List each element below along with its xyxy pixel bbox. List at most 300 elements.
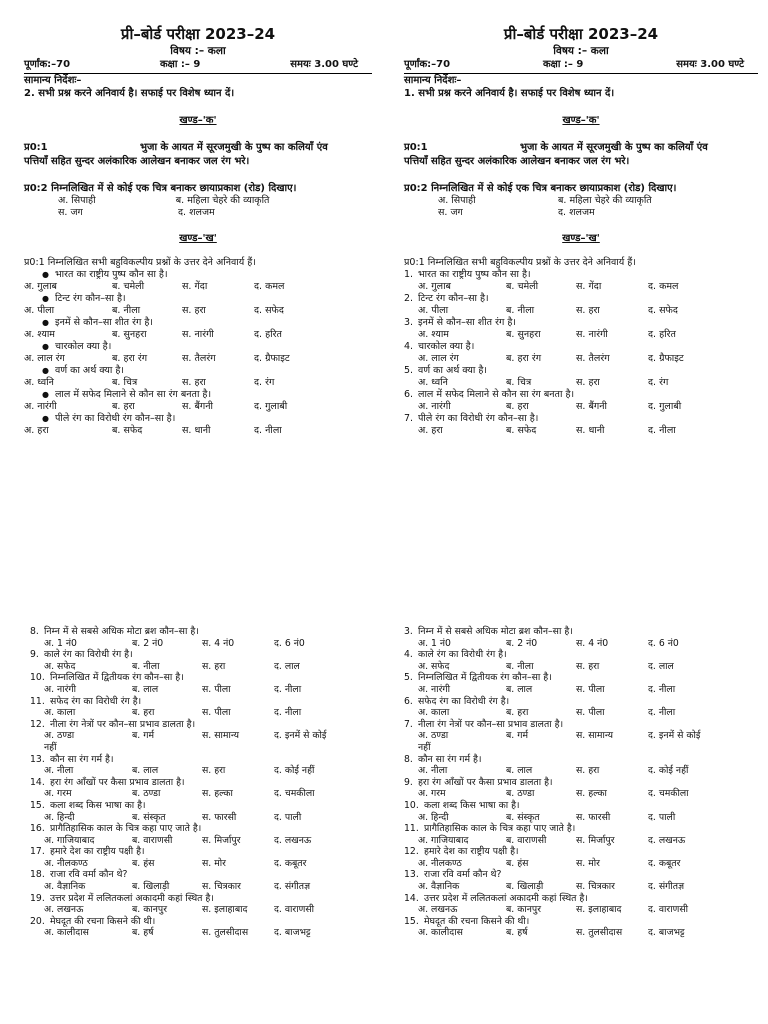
option: द. चमकीला [648, 788, 689, 800]
option: द. कोई नहीं [648, 765, 689, 777]
options-row [404, 638, 758, 650]
option: स. हरा [202, 765, 226, 777]
question-item [30, 916, 372, 928]
option: अ. नीला [418, 765, 448, 777]
option: अ. लाल रंग [418, 353, 459, 364]
option: अ. नारंगी [24, 401, 57, 412]
option: ब. गर्म [132, 730, 155, 742]
question-number: 10. [30, 672, 45, 684]
option: स. पीला [202, 683, 231, 695]
option: स. तैलरंग [182, 353, 216, 364]
question-item [30, 777, 372, 789]
option: ब. हर्ष [132, 927, 154, 939]
option: द. इनमें से कोई [648, 730, 701, 742]
option: स. हल्का [202, 788, 233, 800]
option: ब. कानपुर [132, 904, 168, 916]
question-item [24, 293, 372, 305]
option: ब. ठण्डा [506, 788, 535, 800]
option: अ. सिपाही [438, 195, 476, 206]
options-row [24, 305, 372, 317]
option: स. हरा [576, 765, 600, 777]
option: द. बाजभट्ट [274, 927, 311, 939]
option: अ. गाजियाबाद [418, 834, 469, 846]
option: अ. नीला [44, 765, 74, 777]
options-row [404, 788, 758, 800]
question-item [30, 869, 372, 881]
option: स. इलाहाबाद [202, 904, 248, 916]
question-item [30, 846, 372, 858]
options-row [404, 377, 758, 389]
question-text: इनमें से कौन–सा शीत रंग है। [54, 317, 153, 328]
question-item [404, 893, 758, 905]
question-number: 20. [30, 915, 45, 927]
option: स. जग [438, 207, 463, 218]
option: अ. कालीदास [418, 927, 463, 939]
option: द. नीला [648, 425, 676, 436]
options-row [30, 881, 372, 893]
option: स. हरा [202, 660, 226, 672]
question-number: 2. [404, 293, 414, 304]
option: द. हरित [648, 329, 676, 340]
question-item [24, 413, 372, 425]
option: स. बैंगनी [182, 401, 213, 412]
question-text: उत्तर प्रदेश में ललितकलां अकादमी कहां स्थित है। [424, 892, 588, 904]
option: ब. वाराणसी [506, 834, 547, 846]
general-instructions-heading: सामान्य निर्देशः– [404, 75, 462, 86]
question-number: 8. [30, 626, 39, 637]
question-item [404, 269, 758, 281]
option: ब. हरा [506, 401, 529, 412]
option: ब. लाल [506, 765, 533, 777]
options-row [30, 661, 372, 673]
option: स. फारसी [576, 811, 611, 823]
question-number: 4. [404, 649, 413, 661]
question-number: 12. [30, 718, 45, 730]
question-item [404, 341, 758, 353]
question-number: 11. [404, 823, 419, 835]
option: ब. 2 नं0 [506, 637, 538, 649]
option: द. नीला [274, 683, 302, 695]
option: स. तुलसीदास [576, 927, 623, 939]
question-text: कला शब्द किस भाषा का है। [424, 799, 520, 811]
options-row [30, 927, 372, 939]
question-item [404, 649, 758, 661]
question-number: 6. [404, 695, 413, 707]
question-item [404, 869, 758, 881]
question-text: वर्ण का अर्थ क्या है। [54, 365, 124, 376]
option: स. पीला [576, 683, 605, 695]
option: ब. खिलाड़ी [506, 881, 544, 893]
option: ब. संस्कृत [132, 811, 166, 823]
option: द. 6 नं0 [274, 637, 305, 649]
option: द. इनमें से कोई [274, 730, 327, 742]
option: द. ग्रैफाइट [648, 353, 684, 364]
option: द. पाली [648, 811, 676, 823]
option: द. लखनऊ [648, 834, 686, 846]
exam-subject: विषय :– कला [170, 45, 226, 57]
option: द. रंग [648, 377, 669, 388]
question-number: 18. [30, 869, 45, 881]
mcq-list [24, 269, 372, 437]
question-number: 14. [404, 892, 419, 904]
option: ब. लाल [132, 765, 159, 777]
question-text: चारकोल क्या है। [54, 341, 112, 352]
question-text: चारकोल क्या है। [418, 341, 475, 352]
question-2-options-row-1 [404, 195, 758, 207]
options-row [30, 730, 372, 742]
question-2-options-row-1 [24, 195, 372, 207]
question-item [30, 754, 372, 766]
question-item [404, 823, 758, 835]
option: द. लाल [648, 660, 674, 672]
question-label: प्र0:1 [404, 142, 428, 153]
options-row [404, 927, 758, 939]
question-number: 7. [404, 413, 414, 424]
option: ब. हरा रंग [506, 353, 542, 364]
options-row [404, 858, 758, 870]
option: द. कमल [254, 281, 285, 292]
option: स. पीला [202, 707, 231, 719]
question-item [404, 719, 758, 731]
question-item [30, 893, 372, 905]
option: अ. सफेद [418, 660, 450, 672]
question-text: सफेद रंग का विरोधी रंग है। [50, 695, 142, 707]
options-row [30, 638, 372, 650]
option: अ. 1 नं0 [44, 637, 77, 649]
question-text: प्रागैतिहासिक काल के चित्र कहा पाए जाते है। [424, 823, 576, 835]
question-text: लाल में सफेद मिलाने से कौन सा रंग बनता है। [418, 389, 575, 400]
option-continuation: नहीं [418, 741, 431, 753]
option: अ. ध्वनि [418, 377, 448, 388]
mcq-list-continued [384, 626, 768, 939]
options-row [404, 881, 758, 893]
question-text: लाल में सफेद मिलाने से कौन सा रंग बनता है। [54, 389, 212, 400]
question-item [30, 626, 372, 638]
question-number: 1. [404, 269, 414, 280]
option: अ. सिपाही [58, 195, 96, 206]
question-item [30, 649, 372, 661]
option: ब. नीला [132, 660, 160, 672]
options-row [404, 707, 758, 719]
question-number: 7. [404, 718, 413, 730]
option: ब. हंस [506, 857, 529, 869]
question-number: 15. [404, 915, 419, 927]
option: ब. खिलाड़ी [132, 881, 170, 893]
option: ब. संस्कृत [506, 811, 540, 823]
option: अ. गुलाब [24, 281, 57, 292]
question-item [404, 389, 758, 401]
question-item [24, 269, 372, 281]
page-header [404, 24, 758, 58]
option: स. 4 नं0 [202, 637, 235, 649]
option-continuation: नहीं [44, 741, 57, 753]
question-label: प्र0:1 [24, 142, 48, 153]
option: स. बैंगनी [576, 401, 607, 412]
options-row [30, 904, 372, 916]
question-text: पीले रंग का विरोधी रंग कौन–सा है। [418, 413, 539, 424]
question-item [404, 293, 758, 305]
option: स. हरा [576, 305, 600, 316]
question-text: हमारे देश का राष्ट्रीय पक्षी है। [424, 846, 519, 858]
question-number: 9. [404, 776, 413, 788]
option: द. पाली [274, 811, 302, 823]
option: स. चित्रकार [576, 881, 615, 893]
options-row [30, 788, 372, 800]
section-a-question-2: प्र0:2 निम्नलिखित में से कोई एक चित्र बनाकर छायाप्रकाश (रोड) दिखाए। [404, 183, 677, 194]
option: ब. सफेद [506, 425, 537, 436]
option: स. नारंगी [182, 329, 214, 340]
option: अ. ठण्डा [44, 730, 75, 742]
question-text: राजा रवि वर्मा कौन थे? [424, 869, 502, 881]
question-item [24, 317, 372, 329]
option: ब. हंस [132, 857, 155, 869]
full-marks: पूर्णांक:–70 [404, 59, 451, 70]
option: स. मिर्जापुर [576, 834, 615, 846]
option: अ. गरम [418, 788, 446, 800]
option: अ. नीलकण्ठ [418, 857, 462, 869]
options-row [24, 425, 372, 437]
option: स. हरा [182, 377, 206, 388]
option: स. इलाहाबाद [576, 904, 622, 916]
question-number: 3. [404, 626, 413, 637]
option: द. रंग [254, 377, 275, 388]
full-marks: पूर्णांक:–70 [24, 59, 71, 70]
question-text-a: भुजा के आयत में सूरजमुखी के पुष्प का कलियाँ एंव [520, 142, 708, 153]
question-item [404, 626, 758, 638]
option: द. ग्रैफाइट [254, 353, 290, 364]
question-text: मेघदूत की रचना किसने की थी। [424, 915, 530, 927]
section-a-heading: खण्ड–'क' [562, 115, 600, 126]
question-number: 5. [404, 365, 414, 376]
question-text-a: भुजा के आयत में सूरजमुखी के पुष्प का कलियाँ एंव [140, 142, 328, 153]
option: द. शलजम [558, 207, 595, 218]
options-row [404, 684, 758, 696]
option: द. कबूतर [274, 857, 307, 869]
question-text: मेघदूत की रचना किसने की थी। [50, 915, 156, 927]
question-text: निम्नलिखित में द्वितीयक रंग कौन–सा है। [50, 672, 184, 684]
question-text: भारत का राष्ट्रीय पुष्प कौन सा है। [418, 269, 531, 280]
option: ब. हरा [506, 707, 529, 719]
question-text: प्रागैतिहासिक काल के चित्र कहा पाए जाते है। [50, 823, 202, 835]
section-b-heading: खण्ड–'ख' [179, 233, 217, 244]
exam-subject: विषय :– कला [553, 45, 609, 57]
option: अ. सफेद [44, 660, 76, 672]
question-number: 10. [404, 799, 419, 811]
exam-page-right [384, 0, 768, 1024]
question-number: 14. [30, 776, 45, 788]
option: द. संगीतज्ञ [274, 881, 311, 893]
question-text: वर्ण का अर्थ क्या है। [418, 365, 488, 376]
option: अ. लखनऊ [44, 904, 84, 916]
option: ब. नीला [506, 660, 534, 672]
general-instructions-heading: सामान्य निर्देशः– [24, 75, 82, 86]
mcq-list [404, 269, 758, 437]
question-number: 16. [30, 823, 45, 835]
question-number: 11. [30, 695, 45, 707]
option: ब. लाल [506, 683, 533, 695]
question-2-options-row-2 [404, 207, 758, 219]
option: स. 4 नं0 [576, 637, 609, 649]
options-row [404, 281, 758, 293]
general-instruction-item: 1. सभी प्रश्न करने अनिवार्य है। सफाई पर विशेष ध्यान दें। [404, 88, 615, 99]
option: स. तैलरंग [576, 353, 610, 364]
options-row [24, 281, 372, 293]
mcq-instructions: प्र0:1 निम्नलिखित सभी बहुविकल्पीय प्रश्नों के उत्तर देने अनिवार्य हैं। [24, 257, 256, 268]
question-text: नीला रंग नेत्रों पर कौन–सा प्रभाव डालता है। [418, 718, 564, 730]
exam-meta-row [24, 58, 358, 71]
option: द. नीला [254, 425, 282, 436]
mcq-list-continued [0, 626, 384, 939]
option: ब. महिला चेहरे की व्याकृति [558, 195, 652, 206]
question-item [404, 846, 758, 858]
options-row [24, 377, 372, 389]
option: स. धानी [182, 425, 211, 436]
option: ब. चमेली [506, 281, 539, 292]
options-row [404, 401, 758, 413]
question-text: टिन्ट रंग कौन–सा है। [418, 293, 489, 304]
question-text: टिन्ट रंग कौन–सा है। [54, 293, 126, 304]
option: ब. 2 नं0 [132, 637, 164, 649]
exam-title: प्री–बोर्ड परीक्षा 2023–24 [503, 25, 659, 43]
exam-meta-row [404, 58, 744, 71]
options-row [404, 730, 758, 742]
option: अ. लखनऊ [418, 904, 458, 916]
option: अ. हिन्दी [44, 811, 75, 823]
exam-class: कक्षा :– 9 [159, 59, 201, 70]
option: स. हरा [576, 377, 600, 388]
option: स. मिर्जापुर [202, 834, 241, 846]
options-row [404, 812, 758, 824]
option: स. गेंदा [182, 281, 208, 292]
option: स. मोर [576, 857, 600, 869]
section-b-heading: खण्ड–'ख' [562, 233, 600, 244]
option: ब. सुनहरा [112, 329, 147, 340]
question-number: 8. [404, 753, 413, 765]
exam-class: कक्षा :– 9 [542, 59, 584, 70]
question-text: हमारे देश का राष्ट्रीय पक्षी है। [50, 846, 145, 858]
option: अ. पीला [418, 305, 449, 316]
question-item [30, 696, 372, 708]
option: द. गुलाबी [254, 401, 288, 412]
question-item [404, 317, 758, 329]
question-item [30, 719, 372, 731]
option: द. संगीतज्ञ [648, 881, 685, 893]
option: स. सामान्य [576, 730, 613, 742]
option: स. नारंगी [576, 329, 608, 340]
question-item [24, 365, 372, 377]
options-row [404, 425, 758, 437]
option: अ. श्याम [418, 329, 449, 340]
question-item [404, 413, 758, 425]
question-item [30, 672, 372, 684]
option: अ. हरा [24, 425, 49, 436]
question-text-b: पत्तियाँ सहित सुन्दर अलंकारिक आलेखन बनाकर जल रंग भरे। [404, 156, 630, 167]
option: ब. चित्र [506, 377, 532, 388]
page-header [24, 24, 372, 58]
option: ब. हर्ष [506, 927, 528, 939]
options-row [24, 329, 372, 341]
option: द. नीला [274, 707, 302, 719]
question-number: 4. [404, 341, 414, 352]
general-instruction-item: 2. सभी प्रश्न करने अनिवार्य है। सफाई पर विशेष ध्यान दें। [24, 88, 235, 99]
option: स. फारसी [202, 811, 237, 823]
option: ब. कानपुर [506, 904, 542, 916]
question-text: काले रंग का विरोधी रंग है। [418, 649, 507, 661]
option: ब. हरा रंग [112, 353, 148, 364]
option: द. कमल [648, 281, 679, 292]
option: स. धानी [576, 425, 605, 436]
option: द. 6 नं0 [648, 637, 679, 649]
question-text: हरा रंग आँखों पर कैसा प्रभाव डालता है। [50, 776, 185, 788]
question-text: पीले रंग का विरोधी रंग कौन–सा है। [54, 413, 176, 424]
question-number: 13. [30, 753, 45, 765]
option: द. बाजभट्ट [648, 927, 685, 939]
question-text: भारत का राष्ट्रीय पुष्प कौन सा है। [54, 269, 168, 280]
exam-time: समयः 3.00 घण्टे [290, 59, 358, 70]
option: अ. पीला [24, 305, 55, 316]
options-row [30, 765, 372, 777]
options-row [404, 353, 758, 365]
question-item [404, 365, 758, 377]
question-text: नीला रंग नेत्रों पर कौन–सा प्रभाव डालता है। [50, 718, 196, 730]
option: ब. नीला [112, 305, 141, 316]
question-item [404, 754, 758, 766]
option: स. पीला [576, 707, 605, 719]
option: द. वाराणसी [648, 904, 689, 916]
option: अ. श्याम [24, 329, 55, 340]
option: द. लखनऊ [274, 834, 312, 846]
option: ब. वाराणसी [132, 834, 173, 846]
option: ब. नीला [506, 305, 535, 316]
option: द. कबूतर [648, 857, 681, 869]
option: अ. नारंगी [418, 683, 451, 695]
question-text: निम्नलिखित में द्वितीयक रंग कौन–सा है। [418, 672, 552, 684]
option: अ. गुलाब [418, 281, 451, 292]
option: अ. ध्वनि [24, 377, 54, 388]
option: अ. कालीदास [44, 927, 89, 939]
options-row [404, 305, 758, 317]
question-number: 9. [30, 649, 39, 661]
option: अ. वैज्ञानिक [44, 881, 86, 893]
option: अ. नीलकण्ठ [44, 857, 88, 869]
option: अ. काला [44, 707, 76, 719]
option: स. गेंदा [576, 281, 602, 292]
option: द. सफेद [648, 305, 678, 316]
question-number: 5. [404, 672, 413, 684]
option: ब. लाल [132, 683, 159, 695]
option: अ. हरा [418, 425, 443, 436]
option: ब. ठण्डा [132, 788, 161, 800]
option: द. शलजम [178, 207, 215, 218]
options-row [404, 661, 758, 673]
option: स. हरा [182, 305, 206, 316]
mcq-instructions: प्र0:1 निम्नलिखित सभी बहुविकल्पीय प्रश्नों के उत्तर देने अनिवार्य हैं। [404, 257, 636, 268]
option: अ. लाल रंग [24, 353, 65, 364]
option: ब. सफेद [112, 425, 143, 436]
question-text: कौन सा रंग गर्म है। [50, 753, 114, 765]
option: ब. चमेली [112, 281, 145, 292]
section-a-question-1 [24, 141, 372, 169]
options-row [30, 858, 372, 870]
option: स. हरा [576, 660, 600, 672]
question-text: सफेद रंग का विरोधी रंग है। [418, 695, 510, 707]
option: स. मोर [202, 857, 226, 869]
option: स. तुलसीदास [202, 927, 249, 939]
options-row [30, 707, 372, 719]
question-2-options-row-2 [24, 207, 372, 219]
question-item [404, 800, 758, 812]
question-item [404, 672, 758, 684]
